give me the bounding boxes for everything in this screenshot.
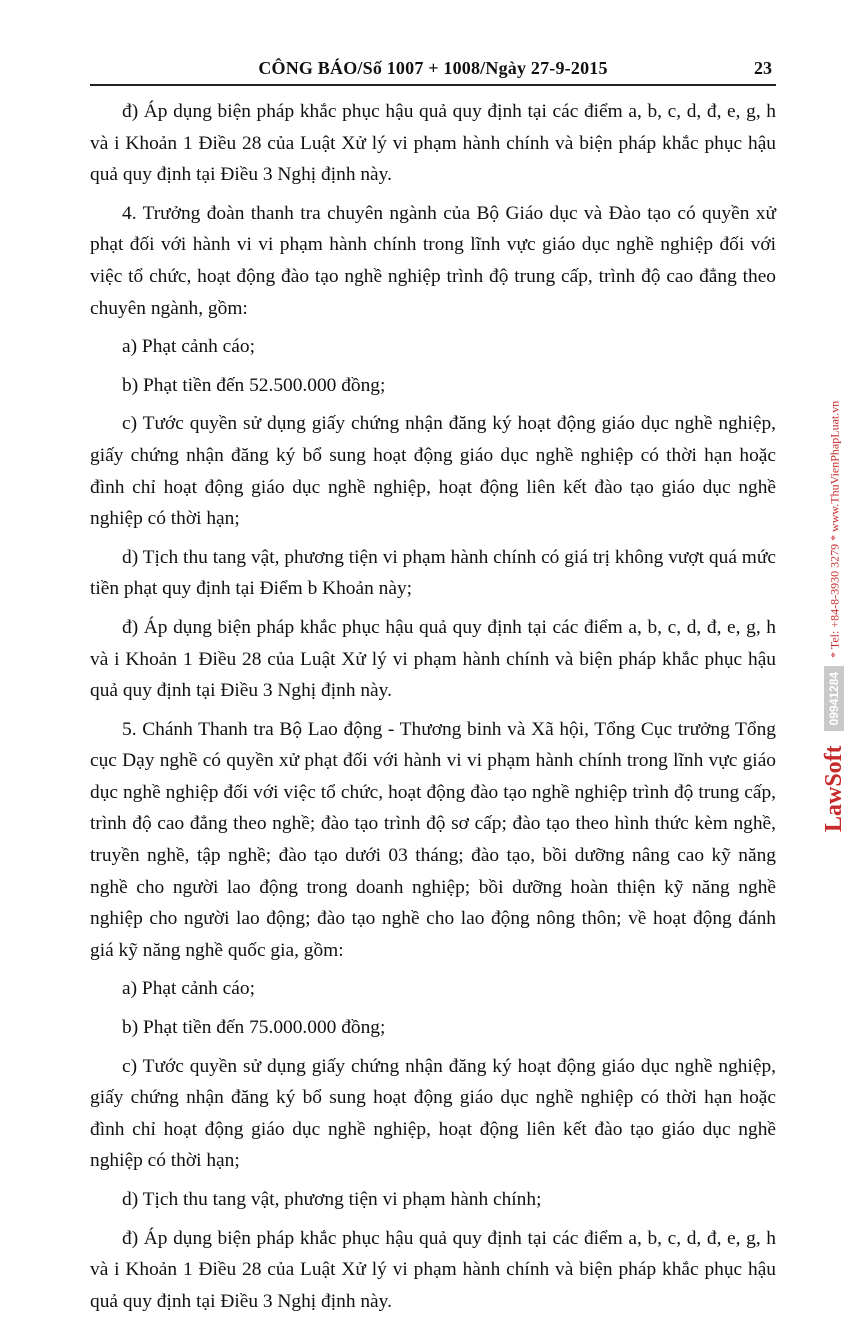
paragraph: d) Tịch thu tang vật, phương tiện vi phạm hành chính; [122, 1189, 542, 1210]
paragraph: a) Phạt cảnh cáo; [122, 978, 255, 1000]
watermark-code: 09941284 [824, 666, 844, 731]
watermark-brand: LawSoft [821, 745, 848, 832]
watermark-contact: * Tel: +84-8-3930 3279 * www.ThuVienPhapLuat.vn [827, 400, 842, 658]
paragraph: c) Tước quyền sử dụng giấy chứng nhận đăng ký hoạt động giáo dục nghề nghiệp, giấy chứng nhận đăng ký bổ sung hoạt động giáo dục nghề nghiệp có thời hạn hoặc đình chỉ hoạt động giáo dục nghề nghiệp, hoạt động liên kết đào tạo giáo dục nghề nghiệp có thời hạn; [90, 1055, 776, 1172]
paragraph: đ) Áp dụng biện pháp khắc phục hậu quả quy định tại các điểm a, b, c, d, đ, e, g, h và i Khoản 1 Điều 28 của Luật Xử lý vi phạm hành chính và biện pháp khắc phục hậu quả quy định tại Điều 3 Nghị định này. [90, 616, 776, 702]
paragraph: 4. Trưởng đoàn thanh tra chuyên ngành của Bộ Giáo dục và Đào tạo có quyền xử phạt đối với hành vi vi phạm hành chính trong lĩnh vực giáo dục nghề nghiệp đối với việc tổ chức, hoạt động đào tạo nghề nghiệp trình độ trung cấp, trình độ cao đẳng theo chuyên ngành, gồm: [90, 202, 776, 319]
page-number: 23 [754, 58, 772, 78]
paragraph: d) Tịch thu tang vật, phương tiện vi phạm hành chính có giá trị không vượt quá mức tiền phạt quy định tại Điểm b Khoản này; [90, 546, 776, 600]
paragraph: 5. Chánh Thanh tra Bộ Lao động - Thương binh và Xã hội, Tổng Cục trưởng Tổng cục Dạy nghề có quyền xử phạt đối với hành vi vi phạm hành chính trong lĩnh vực giáo dục nghề nghiệp đối với việc tổ chức, hoạt động đào tạo nghề nghiệp trình độ trung cấp, trình độ cao đẳng theo nghề; đào tạo trình độ sơ cấp; đào tạo theo hình thức kèm nghề, truyền nghề, tập nghề; đào tạo dưới 03 tháng; đào tạo, bồi dưỡng nâng cao kỹ năng nghề cho người lao động trong doanh nghiệp; bồi dưỡng hoàn thiện kỹ năng nghề nghiệp cho người lao động; đào tạo nghề cho lao động nông thôn; về hoạt động đánh giá kỹ năng nghề quốc gia, gồm: [90, 718, 776, 961]
side-watermark [804, 392, 848, 832]
paragraph: b) Phạt tiền đến 75.000.000 đồng; [122, 1017, 386, 1039]
document-body [90, 96, 776, 1324]
paragraph: a) Phạt cảnh cáo; [122, 336, 255, 358]
paragraph: c) Tước quyền sử dụng giấy chứng nhận đăng ký hoạt động giáo dục nghề nghiệp, giấy chứng nhận đăng ký bổ sung hoạt động giáo dục nghề nghiệp có thời hạn hoặc đình chỉ hoạt động giáo dục nghề nghiệp, hoạt động liên kết đào tạo giáo dục nghề nghiệp có thời hạn; [90, 413, 776, 530]
paragraph: đ) Áp dụng biện pháp khắc phục hậu quả quy định tại các điểm a, b, c, d, đ, e, g, h và i Khoản 1 Điều 28 của Luật Xử lý vi phạm hành chính và biện pháp khắc phục hậu quả quy định tại Điều 3 Nghị định này. [90, 1227, 776, 1312]
paragraph: b) Phạt tiền đến 52.500.000 đồng; [122, 374, 386, 396]
paragraph: đ) Áp dụng biện pháp khắc phục hậu quả quy định tại các điểm a, b, c, d, đ, e, g, h và i Khoản 1 Điều 28 của Luật Xử lý vi phạm hành chính và biện pháp khắc phục hậu quả quy định tại Điều 3 Nghị định này. [90, 101, 776, 186]
page-header [90, 58, 776, 86]
gazette-title: CÔNG BÁO/Số 1007 + 1008/Ngày 27-9-2015 [258, 58, 608, 78]
